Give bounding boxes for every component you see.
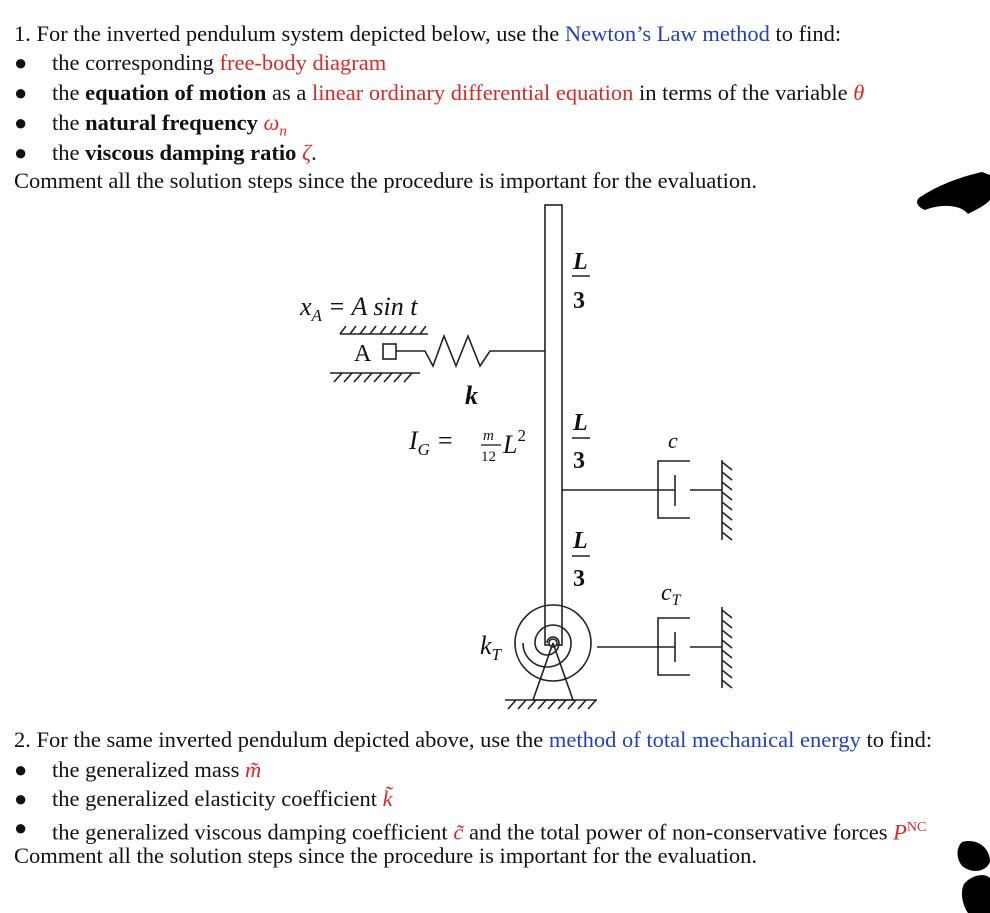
q1-b2-bold: equation of motion [85,80,267,105]
q1-b2-text-a: the [52,80,86,105]
l-num-2: L [573,410,588,436]
l-num-1: L [573,249,588,275]
spring-k [396,336,545,366]
ink-mark-top [917,172,990,214]
q2-number: 2. [14,727,31,752]
bullet: ● [14,140,28,165]
omega-subscript: n [279,123,287,140]
bullet: ● [14,757,28,782]
l-num-3: L [573,528,588,554]
block-a [383,344,396,359]
q2-intro-text-b: to find: [860,727,933,752]
spring-k-label: k [465,381,478,410]
bullet: ● [14,110,28,135]
zeta-symbol: ζ [302,140,312,165]
q2-comment: Comment all the solution steps since the procedure is important for the evaluation. [14,843,757,868]
q1-b2-text-c: in terms of the variable [633,80,854,105]
ink-mark-bottom-2 [962,875,990,913]
q1-b3-text: the [52,110,86,135]
q2-intro-text-a: For the same inverted pendulum depicted above, use the [36,727,549,752]
l-den-3: 3 [573,566,585,592]
q1-intro-text-a: For the inverted pendulum system depicted below, use the [36,21,565,46]
q2-b1-text: the generalized mass [52,757,246,782]
q2-bullet-2 [52,784,393,814]
q1-intro-text-b: to find: [769,21,842,46]
damper-ct-label: $c_T$ [661,580,681,609]
q2-b3-text-b: and the total power of non-conservative forces [463,819,894,845]
q2-b2-text: the generalized elasticity coefficient [52,786,383,811]
q1-b4-text: the [52,140,86,165]
kt-label: $k_T$ [480,631,502,664]
bullet: ● [14,786,28,811]
bullet: ● [14,50,28,75]
theta-symbol: θ [853,80,865,105]
ground-hatch-a [330,373,420,382]
pendulum-rod [545,205,562,645]
bullet: ● [14,815,28,840]
q2-b3-text-a: the generalized viscous damping coefficient [52,819,454,845]
ground-hatch-pivot [505,700,597,709]
q2-bullet-1 [52,755,261,785]
l-den-2: 3 [573,448,585,474]
ig-L: $L^2$ [503,426,526,459]
q2-intro [14,725,932,755]
m-tilde-symbol: m̃ [245,757,262,782]
q2-method: method of total mechanical energy [548,727,861,752]
ground-hatch-top [340,326,428,334]
c-tilde-symbol: c̃ [453,819,464,845]
q1-number: 1. [14,21,31,46]
l-den-1: 3 [573,288,585,314]
damper-c-label: c [668,428,678,453]
q1-b1-red: free-body diagram [219,50,387,75]
q1-method: Newton’s Law method [564,21,770,46]
ig-denominator: 12 [481,449,496,465]
ink-mark-bottom [958,841,990,871]
q1-b2-red: linear ordinary differential equation [312,80,634,105]
power-symbol: P [893,819,907,845]
q1-b1-text: the corresponding [52,50,220,75]
ig-numerator: m [483,428,494,444]
k-tilde-symbol: k̃ [382,786,393,811]
xa-label: $x_A = A$ sin t [300,292,418,325]
q1-comment: Comment all the solution steps since the procedure is important for the evaluation. [14,168,757,193]
block-a-label: A [354,341,372,367]
q1-b3-bold: natural frequency [85,110,258,135]
q1-b4-bold: viscous damping ratio [85,140,297,165]
ig-label: $I_G$ = [409,426,453,459]
omega-symbol: ω [263,110,280,135]
power-superscript: NC [906,820,927,835]
bullet: ● [14,80,28,105]
damper-ct [597,607,732,688]
q1-b2-text-b: as a [266,80,312,105]
q1-b4-end: . [311,140,317,165]
